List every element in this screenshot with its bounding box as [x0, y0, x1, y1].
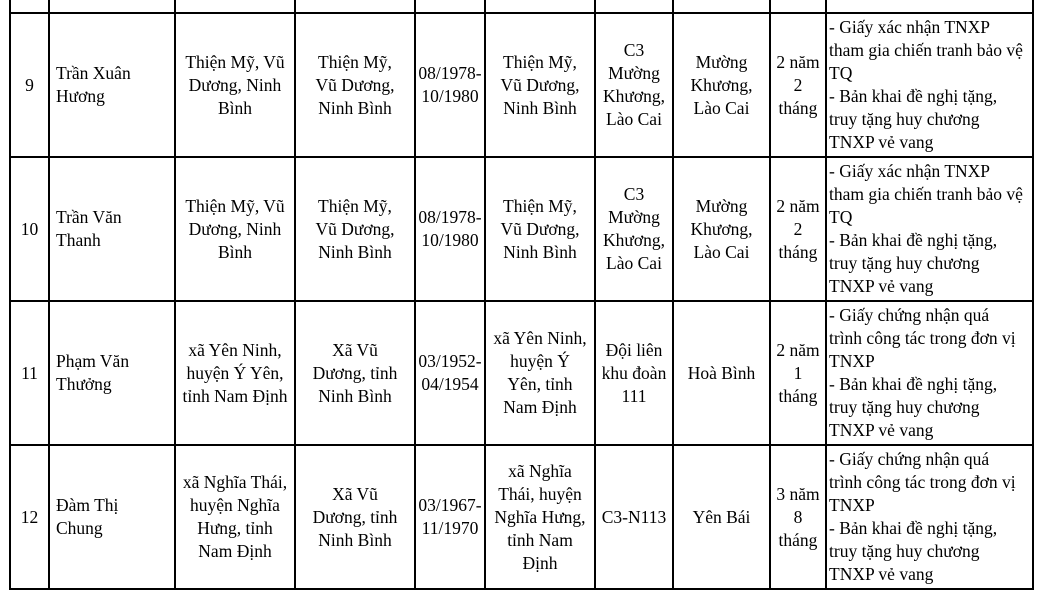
duration: 2 năm 1 tháng	[770, 301, 826, 445]
previous-row-remnant	[10, 0, 1033, 13]
hometown: xã Yên Ninh, huyện Ý Yên, tỉnh Nam Định	[175, 301, 295, 445]
duration: 2 năm 2 tháng	[770, 157, 826, 301]
table-row	[10, 301, 1033, 445]
operation-area: Yên Bái	[673, 445, 770, 589]
operation-area: Mường Khương, Lào Cai	[673, 157, 770, 301]
residence: Thiện Mỹ, Vũ Dương, Ninh Bình	[295, 13, 415, 157]
person-name: Trần Văn Thanh	[49, 157, 175, 301]
row-number: 12	[10, 445, 49, 589]
departure-place: xã Nghĩa Thái, huyện Nghĩa Hưng, tỉnh Nam Định	[485, 445, 595, 589]
departure-place: xã Yên Ninh, huyện Ý Yên, tỉnh Nam Định	[485, 301, 595, 445]
person-name: Đàm Thị Chung	[49, 445, 175, 589]
duration: 2 năm 2 tháng	[770, 13, 826, 157]
residence: Xã Vũ Dương, tỉnh Ninh Bình	[295, 301, 415, 445]
documents-note: - Giấy xác nhận TNXP tham gia chiến tranh bảo vệ TQ - Bản khai đề nghị tặng, truy tặng huy chương TNXP vẻ vang	[826, 13, 1033, 157]
unit: C3-N113	[595, 445, 673, 589]
departure-place: Thiện Mỹ, Vũ Dương, Ninh Bình	[485, 13, 595, 157]
unit: C3 Mường Khương, Lào Cai	[595, 13, 673, 157]
documents-note: - Giấy chứng nhận quá trình công tác trong đơn vị TNXP - Bản khai đề nghị tặng, truy tặng huy chương TNXP vẻ vang	[826, 445, 1033, 589]
row-number: 9	[10, 13, 49, 157]
table-row	[10, 157, 1033, 301]
service-period: 08/1978- 10/1980	[415, 13, 485, 157]
service-period: 08/1978- 10/1980	[415, 157, 485, 301]
hometown: xã Nghĩa Thái, huyện Nghĩa Hưng, tỉnh Nam Định	[175, 445, 295, 589]
table-row	[10, 13, 1033, 157]
table-row	[10, 445, 1033, 589]
records-table	[9, 0, 1034, 590]
documents-note: - Giấy chứng nhận quá trình công tác trong đơn vị TNXP - Bản khai đề nghị tặng, truy tặng huy chương TNXP vẻ vang	[826, 301, 1033, 445]
hometown: Thiện Mỹ, Vũ Dương, Ninh Bình	[175, 157, 295, 301]
row-number: 10	[10, 157, 49, 301]
operation-area: Mường Khương, Lào Cai	[673, 13, 770, 157]
documents-note: - Giấy xác nhận TNXP tham gia chiến tranh bảo vệ TQ - Bản khai đề nghị tặng, truy tặng huy chương TNXP vẻ vang	[826, 157, 1033, 301]
person-name: Phạm Văn Thưởng	[49, 301, 175, 445]
row-number: 11	[10, 301, 49, 445]
departure-place: Thiện Mỹ, Vũ Dương, Ninh Bình	[485, 157, 595, 301]
unit: C3 Mường Khương, Lào Cai	[595, 157, 673, 301]
operation-area: Hoà Bình	[673, 301, 770, 445]
service-period: 03/1967- 11/1970	[415, 445, 485, 589]
hometown: Thiện Mỹ, Vũ Dương, Ninh Bình	[175, 13, 295, 157]
residence: Xã Vũ Dương, tỉnh Ninh Bình	[295, 445, 415, 589]
service-period: 03/1952- 04/1954	[415, 301, 485, 445]
residence: Thiện Mỹ, Vũ Dương, Ninh Bình	[295, 157, 415, 301]
unit: Đội liên khu đoàn 111	[595, 301, 673, 445]
person-name: Trần Xuân Hương	[49, 13, 175, 157]
duration: 3 năm 8 tháng	[770, 445, 826, 589]
